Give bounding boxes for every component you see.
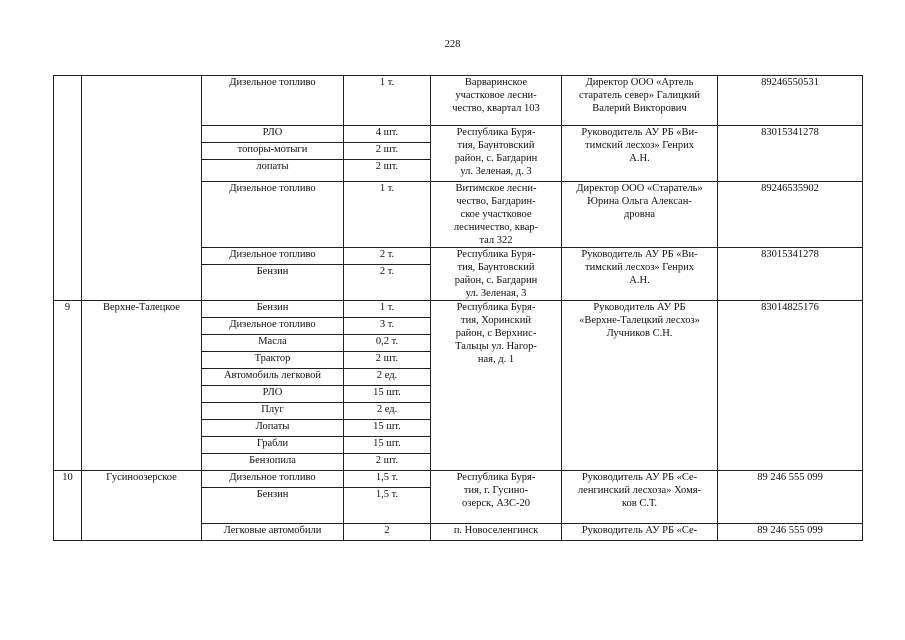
resource-cell: Дизельное топливо bbox=[202, 318, 344, 335]
table-row bbox=[54, 301, 863, 318]
quantity-cell: 1 т. bbox=[344, 76, 431, 126]
address-cell: Варваринское участковое лесни- чество, квартал 103 bbox=[431, 76, 562, 126]
contact-cell: Руководитель АУ РБ «Се- bbox=[562, 524, 718, 541]
resource-cell: Легковые автомобили bbox=[202, 524, 344, 541]
quantity-cell: 2 ед. bbox=[344, 403, 431, 420]
table-row bbox=[54, 471, 863, 488]
quantity-cell: 2 шт. bbox=[344, 160, 431, 182]
phone-cell: 89 246 555 099 bbox=[718, 524, 863, 541]
row-number-cell: 10 bbox=[54, 471, 82, 541]
contact-cell: Руководитель АУ РБ «Ви- тимский лесхоз» Генрих А.Н. bbox=[562, 248, 718, 301]
quantity-cell: 2 т. bbox=[344, 265, 431, 301]
quantity-cell: 3 т. bbox=[344, 318, 431, 335]
resource-cell: Бензопила bbox=[202, 454, 344, 471]
page-number: 228 bbox=[444, 39, 461, 50]
row-number-cell bbox=[54, 76, 82, 301]
quantity-cell: 1 т. bbox=[344, 301, 431, 318]
resource-cell: Дизельное топливо bbox=[202, 76, 344, 126]
contact-cell: Руководитель АУ РБ «Се- ленгинский лесхоза» Хомя- ков С.Т. bbox=[562, 471, 718, 524]
resource-cell: топоры-мотыги bbox=[202, 143, 344, 160]
phone-cell: 83014825176 bbox=[718, 301, 863, 471]
resource-cell: Плуг bbox=[202, 403, 344, 420]
quantity-cell: 2 шт. bbox=[344, 352, 431, 369]
address-cell: Республика Буря- тия, Хоринский район, с Верхнис- Тальцы ул. Нагор- ная, д. 1 bbox=[431, 301, 562, 471]
contact-cell: Директор ООО «Старатель» Юрина Ольга Алексан- дровна bbox=[562, 182, 718, 248]
quantity-cell: 15 шт. bbox=[344, 386, 431, 403]
contact-cell: Руководитель АУ РБ «Верхне-Талецкий лесхоз» Лучников С.Н. bbox=[562, 301, 718, 471]
address-cell: Витимское лесни- чество, Багдарин- ское участковое лесничество, квар- тал 322 bbox=[431, 182, 562, 248]
quantity-cell: 1 т. bbox=[344, 182, 431, 248]
resource-cell: РЛО bbox=[202, 126, 344, 143]
quantity-cell: 2 bbox=[344, 524, 431, 541]
quantity-cell: 2 шт. bbox=[344, 143, 431, 160]
resource-cell: Бензин bbox=[202, 301, 344, 318]
address-cell: п. Новоселенгинск bbox=[431, 524, 562, 541]
resource-cell: Бензин bbox=[202, 488, 344, 524]
quantity-cell: 2 т. bbox=[344, 248, 431, 265]
quantity-cell: 2 ед. bbox=[344, 369, 431, 386]
phone-cell: 83015341278 bbox=[718, 126, 863, 182]
quantity-cell: 1,5 т. bbox=[344, 488, 431, 524]
quantity-cell: 0,2 т. bbox=[344, 335, 431, 352]
forestry-name-cell: Верхне-Талецкое bbox=[82, 301, 202, 471]
phone-cell: 89 246 555 099 bbox=[718, 471, 863, 524]
resource-cell: Лопаты bbox=[202, 420, 344, 437]
contact-cell: Директор ООО «Артель старатель север» Галицкий Валерий Викторович bbox=[562, 76, 718, 126]
quantity-cell: 2 шт. bbox=[344, 454, 431, 471]
phone-cell: 83015341278 bbox=[718, 248, 863, 301]
quantity-cell: 4 шт. bbox=[344, 126, 431, 143]
phone-cell: 89246535902 bbox=[718, 182, 863, 248]
resource-cell: Трактор bbox=[202, 352, 344, 369]
address-cell: Республика Буря- тия, Баунтовский район, с. Багдарин ул. Зеленая, д. 3 bbox=[431, 126, 562, 182]
contact-cell: Руководитель АУ РБ «Ви- тимский лесхоз» Генрих А.Н. bbox=[562, 126, 718, 182]
forestry-name-cell: Гусиноозерское bbox=[82, 471, 202, 541]
resource-cell: РЛО bbox=[202, 386, 344, 403]
quantity-cell: 15 шт. bbox=[344, 420, 431, 437]
resource-cell: Дизельное топливо bbox=[202, 248, 344, 265]
phone-cell: 89246550531 bbox=[718, 76, 863, 126]
quantity-cell: 15 шт. bbox=[344, 437, 431, 454]
resource-cell: Дизельное топливо bbox=[202, 182, 344, 248]
resource-cell: Дизельное топливо bbox=[202, 471, 344, 488]
address-cell: Республика Буря- тия, Баунтовский район, с. Багдарин ул. Зеленая, 3 bbox=[431, 248, 562, 301]
address-cell: Республика Буря- тия, г. Гусино- озерск, АЗС-20 bbox=[431, 471, 562, 524]
table-row bbox=[54, 76, 863, 126]
resource-cell: Бензин bbox=[202, 265, 344, 301]
resources-table bbox=[53, 75, 863, 541]
resource-cell: Автомобиль легковой bbox=[202, 369, 344, 386]
forestry-name-cell bbox=[82, 76, 202, 301]
resource-cell: Масла bbox=[202, 335, 344, 352]
resource-cell: Грабли bbox=[202, 437, 344, 454]
quantity-cell: 1,5 т. bbox=[344, 471, 431, 488]
row-number-cell: 9 bbox=[54, 301, 82, 471]
resource-cell: лопаты bbox=[202, 160, 344, 182]
